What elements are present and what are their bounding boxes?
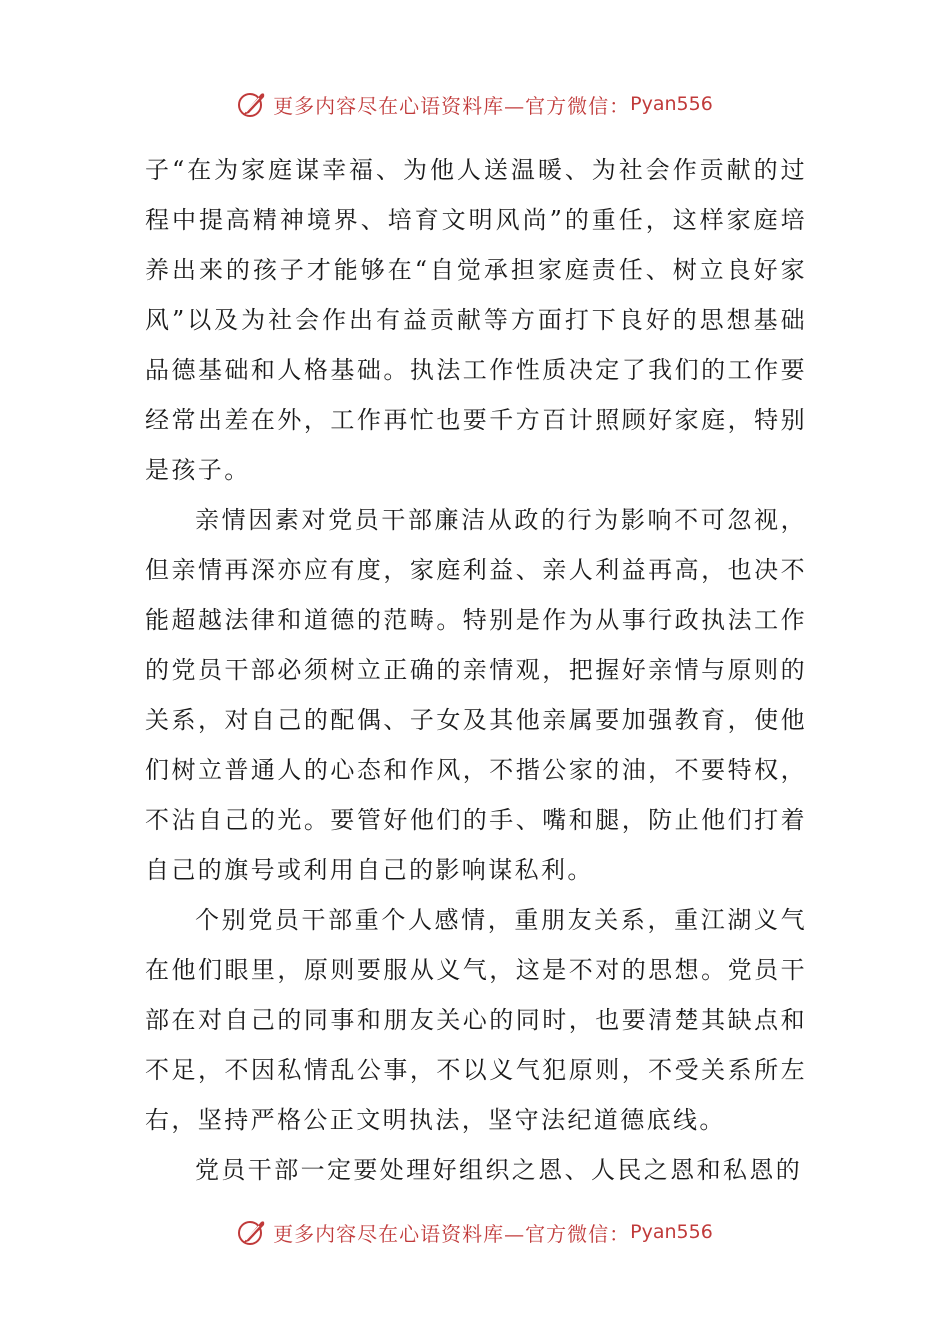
feather-pen-logo-icon: [237, 1217, 267, 1247]
watermark-wechat-id: Pyan556: [630, 93, 713, 115]
document-body: [145, 145, 807, 1195]
watermark-site-text: 更多内容尽在心语资料库—官方微信：: [273, 1221, 631, 1246]
paragraph-1: 子“在为家庭谋幸福、为他人送温暖、为社会作贡献的过程中提高精神境界、培育文明风尚”的重任，这样家庭培养出来的孩子才能够在“自觉承担家庭责任、树立良好家风”以及为社会作出有益贡献等方面打下良好的思想基础品德基础和人格基础。执法工作性质决定了我们的工作要经常出差在外，工作再忙也要千方百计照顾好家庭，特别是孩子。: [145, 156, 807, 484]
watermark-wechat-id: Pyan556: [630, 1221, 713, 1243]
footer-watermark: [0, 1212, 950, 1252]
paragraph-4: 党员干部一定要处理好组织之恩、人民之恩和私恩的: [195, 1156, 803, 1184]
header-watermark: [0, 84, 950, 124]
watermark-site-text: 更多内容尽在心语资料库—官方微信：: [273, 93, 631, 118]
feather-pen-logo-icon: [237, 89, 267, 119]
paragraph-2: 亲情因素对党员干部廉洁从政的行为影响不可忽视，但亲情再深亦应有度，家庭利益、亲人利益再高，也决不能超越法律和道德的范畴。特别是作为从事行政执法工作的党员干部必须树立正确的亲情观，把握好亲情与原则的关系，对自己的配偶、子女及其他亲属要加强教育，使他们树立普通人的心态和作风，不揩公家的油，不要特权，不沾自己的光。要管好他们的手、嘴和腿，防止他们打着自己的旗号或利用自己的影响谋私利。: [145, 506, 807, 884]
paragraph-3: 个别党员干部重个人感情，重朋友关系，重江湖义气在他们眼里，原则要服从义气，这是不对的思想。党员干部在对自己的同事和朋友关心的同时，也要清楚其缺点和不足，不因私情乱公事，不以义气犯原则，不受关系所左右，坚持严格公正文明执法，坚守法纪道德底线。: [145, 906, 807, 1134]
